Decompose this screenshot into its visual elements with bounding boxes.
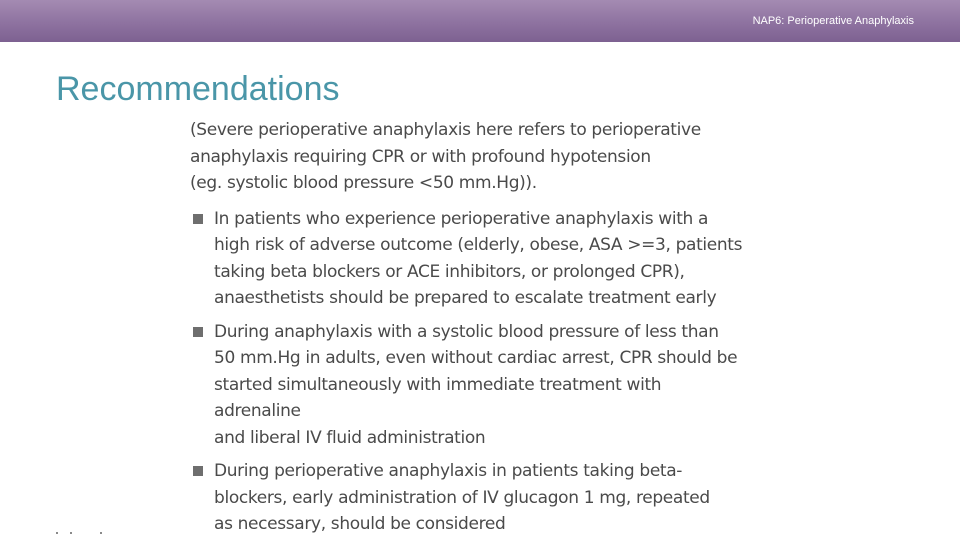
- recommendation-list: [190, 206, 750, 538]
- intro-line: (Severe perioperative anaphylaxis here refers to perioperative: [190, 120, 701, 140]
- intro-line: anaphylaxis requiring CPR or with profound hypotension: [190, 146, 651, 167]
- square-bullet-icon: [193, 466, 203, 476]
- bullet-line: anaesthetists should be prepared to escalate treatment early: [214, 288, 717, 308]
- bullet-line: In patients who experience perioperative anaphylaxis with a: [214, 208, 709, 229]
- square-bullet-icon: [193, 327, 203, 337]
- list-item: [190, 206, 750, 312]
- footer-decoration: [56, 532, 106, 536]
- bullet-line: blockers, early administration of IV glucagon 1 mg, repeated: [214, 487, 710, 508]
- bullet-line: as necessary, should be considered: [214, 514, 506, 534]
- bullet-line: taking beta blockers or ACE inhibitors, or prolonged CPR),: [214, 261, 685, 282]
- list-item: [190, 458, 750, 538]
- bullet-line: 50 mm.Hg in adults, even without cardiac arrest, CPR should be: [214, 348, 738, 368]
- header-bar: [0, 0, 960, 42]
- intro-paragraph: [190, 117, 750, 197]
- bullet-line: During perioperative anaphylaxis in patients taking beta-: [214, 461, 683, 481]
- bullet-text: [214, 319, 750, 452]
- intro-line: (eg. systolic blood pressure <50 mm.Hg)).: [190, 173, 537, 193]
- bullet-line: started simultaneously with immediate treatment with adrenaline: [214, 374, 662, 421]
- bullet-line: high risk of adverse outcome (elderly, obese, ASA >=3, patients: [214, 235, 743, 255]
- list-item: [190, 319, 750, 452]
- slide-content: [190, 117, 750, 545]
- page-title: Recommendations: [56, 70, 340, 108]
- header-title: NAP6: Perioperative Anaphylaxis: [752, 15, 914, 27]
- bullet-line: and liberal IV fluid administration: [214, 427, 486, 448]
- square-bullet-icon: [193, 214, 203, 224]
- bullet-text: [214, 206, 750, 312]
- bullet-line: During anaphylaxis with a systolic blood pressure of less than: [214, 321, 719, 342]
- bullet-text: [214, 458, 750, 538]
